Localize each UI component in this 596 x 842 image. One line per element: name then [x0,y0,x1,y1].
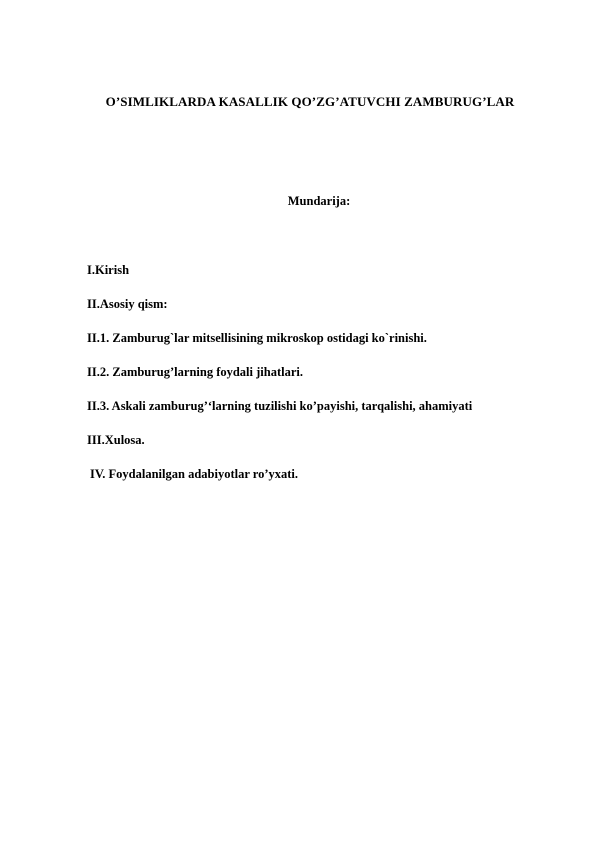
toc-heading: Mundarija: [287,194,351,208]
toc-item-section-2-3: II.3. Askali zamburug’‘larning tuzilishi ko’payishi, tarqalishi, ahamiyati [87,399,473,413]
document-title: O’SIMLIKLARDA KASALLIK QO’ZG’ATUVCHI ZAMBURUG’LAR [105,94,515,109]
toc-item-main-part: II.Asosiy qism: [87,297,168,311]
toc-item-references: IV. Foydalanilgan adabiyotlar ro’yxati. [90,467,299,481]
toc-item-introduction: I.Kirish [87,263,130,277]
toc-item-conclusion: III.Xulosa. [87,433,145,447]
toc-item-section-2-2: II.2. Zamburug’larning foydali jihatlari. [87,365,303,379]
table-of-contents [87,262,472,500]
toc-item-section-2-1: II.1. Zamburug`lar mitsellisining mikroskop ostidagi ko`rinishi. [87,331,427,345]
